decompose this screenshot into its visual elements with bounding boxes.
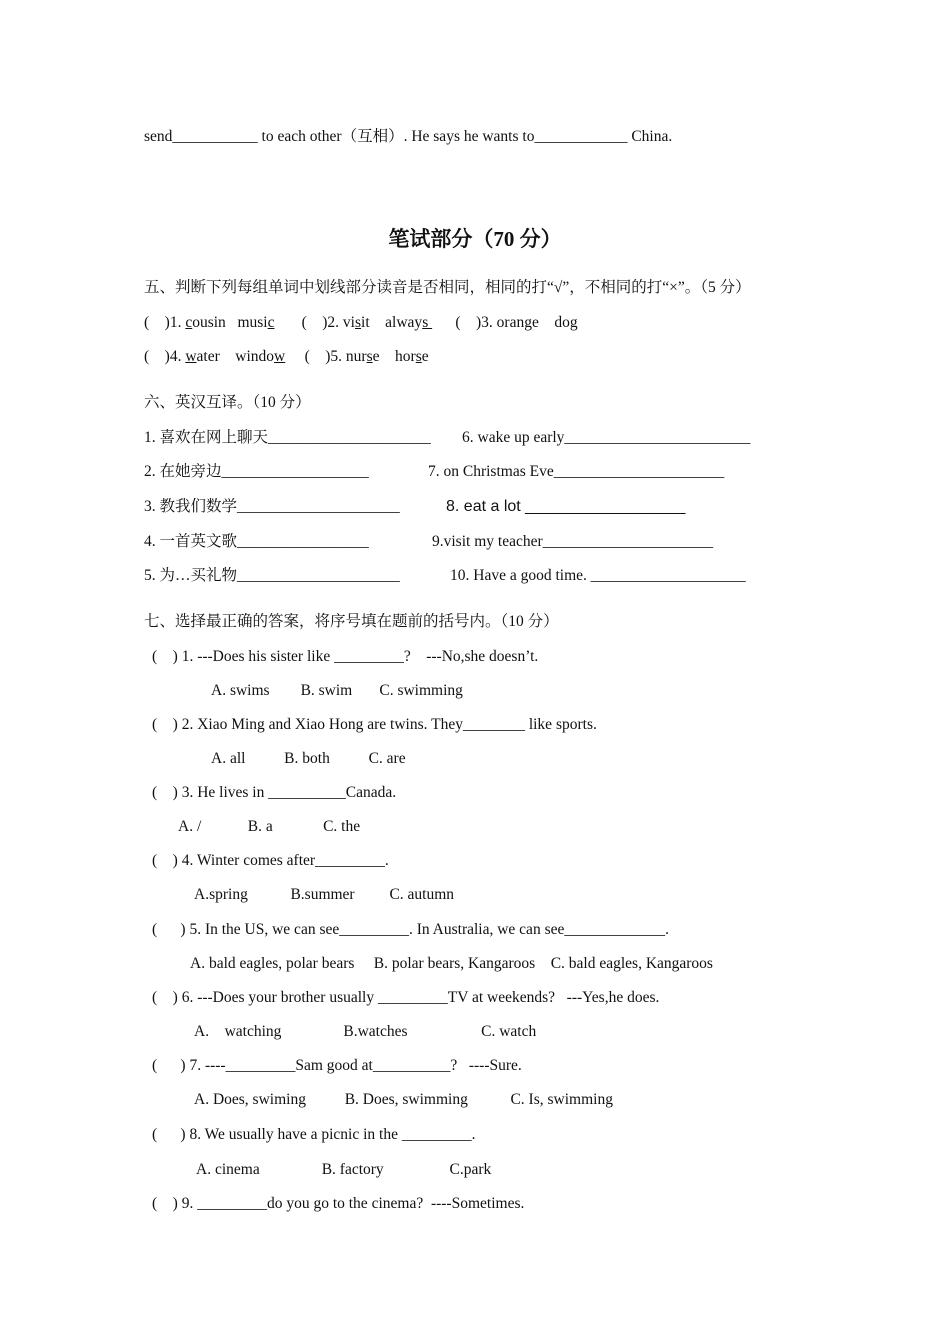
sec7-question-5: ( ) 5. In the US, we can see_________. In Australia, we can see_____________.	[152, 921, 669, 938]
sec7-options-2: A. all B. both C. are	[211, 750, 406, 767]
sec7-options-4: A.spring B.summer C. autumn	[194, 886, 455, 903]
sec7-options-3: A. / B. a C. the	[178, 818, 361, 835]
sec7-question-4: ( ) 4. Winter comes after_________.	[152, 852, 389, 869]
sec5-heading: 五、判断下列每组单词中划线部分读音是否相同，相同的打“√”，不相同的打“×”。（5 分）	[144, 279, 751, 296]
sec5-row2: ( )4. water window ( )5. nurse horse	[144, 348, 429, 365]
sec6-item-8: 8. eat a lot __________________	[446, 498, 686, 515]
sec7-question-6: ( ) 6. ---Does your brother usually _________TV at weekends? ---Yes,he does.	[152, 989, 660, 1006]
sec7-question-7: ( ) 7. ----_________Sam good at__________? ----Sure.	[152, 1057, 522, 1074]
sec6-heading: 六、英汉互译。（10 分）	[144, 394, 311, 411]
sec7-question-1: ( ) 1. ---Does his sister like _________? ---No,she doesn’t.	[152, 648, 539, 665]
sec7-options-8: A. cinema B. factory C.park	[196, 1161, 492, 1178]
sec6-item-1: 1. 喜欢在网上聊天_____________________	[144, 429, 431, 446]
sec6-item-2: 2. 在她旁边___________________	[144, 463, 369, 480]
sec6-item-10: 10. Have a good time. ____________________	[450, 567, 746, 584]
sec7-options-5: A. bald eagles, polar bears B. polar bears, Kangaroos C. bald eagles, Kangaroos	[190, 955, 713, 972]
sec7-options-7: A. Does, swiming B. Does, swimming C. Is, swimming	[194, 1091, 613, 1108]
sec7-question-3: ( ) 3. He lives in __________Canada.	[152, 784, 397, 801]
sec6-item-9: 9.visit my teacher______________________	[432, 533, 714, 550]
sec7-heading: 七、选择最正确的答案，将序号填在题前的括号内。（10 分）	[144, 613, 559, 630]
sec7-question-2: ( ) 2. Xiao Ming and Xiao Hong are twins. They________ like sports.	[152, 716, 597, 733]
section-title: 笔试部分（70 分）	[388, 227, 562, 251]
sec6-item-6: 6. wake up early________________________	[462, 429, 751, 446]
sec6-item-3: 3. 教我们数学_____________________	[144, 498, 400, 515]
sec6-item-7: 7. on Christmas Eve______________________	[428, 463, 725, 480]
sec7-options-1: A. swims B. swim C. swimming	[211, 682, 463, 699]
sec7-question-8: ( ) 8. We usually have a picnic in the _________.	[152, 1126, 476, 1143]
sec7-options-6: A. watching B.watches C. watch	[194, 1023, 537, 1040]
sec6-item-5: 5. 为…买礼物_____________________	[144, 567, 400, 584]
sec5-row1: ( )1. cousin music ( )2. visit always ( )3. orange dog	[144, 314, 578, 331]
carryover-line: send___________ to each other（互相）. He says he wants to____________ China.	[144, 128, 673, 145]
sec6-item-4: 4. 一首英文歌_________________	[144, 533, 369, 550]
sec7-question-9: ( ) 9. _________do you go to the cinema? ----Sometimes.	[152, 1195, 525, 1212]
